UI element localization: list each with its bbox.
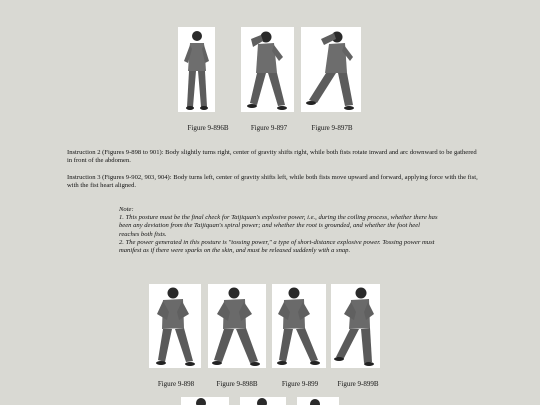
figure-9-897b-photo (301, 27, 361, 112)
figure-9-898-photo (149, 284, 201, 368)
note-item-1: 1. This posture must be the final check for Taijiquan's explosive power, i.e., during the coiling process, whether there has been any deviation from the Taijiquan's spiral power; and whether the root is grounded, and whether the foot heel reaches both fists. (119, 214, 438, 238)
note-heading: Note: (119, 206, 134, 213)
figure-caption: Figure 9-898 (157, 380, 195, 388)
figure-9-899-photo (272, 284, 326, 368)
figure-caption: Figure 9-896B (187, 124, 229, 132)
instruction-3: Instruction 3 (Figures 9-902, 903, 904): Body turns left, center of gravity shifts left, while both fists move upward and forward, applying force with the fist, with the fist heart aligned. (67, 174, 478, 190)
figure-9-898b-photo (208, 284, 266, 368)
note-block (119, 206, 439, 255)
note-item-2: 2. The power generated in this posture is "tossing power," a type of short-distance explosive power. Tossing power must manifest as if there were sparks on the skin, and must be released suddenly with a snap. (119, 238, 435, 255)
figure-9-899b-photo (331, 284, 380, 368)
figure-caption: Figure 9-897B (311, 124, 353, 132)
figure-caption: Figure 9-897 (250, 124, 288, 132)
figure-caption: Figure 9-899B (337, 380, 379, 388)
figure-photo-partial (240, 397, 286, 405)
figure-9-896b-photo (178, 27, 215, 112)
figure-photo-partial (181, 397, 229, 405)
figure-9-897-photo (241, 27, 294, 112)
figure-caption: Figure 9-899 (281, 380, 319, 388)
instruction-2: Instruction 2 (Figures 9-898 to 901): Body slightly turns right, center of gravity shifts right, while both fists rotate inward and arc downward to be gathered in front of the abdomen. (67, 149, 477, 165)
figure-caption: Figure 9-898B (216, 380, 258, 388)
figure-photo-partial (297, 397, 339, 405)
